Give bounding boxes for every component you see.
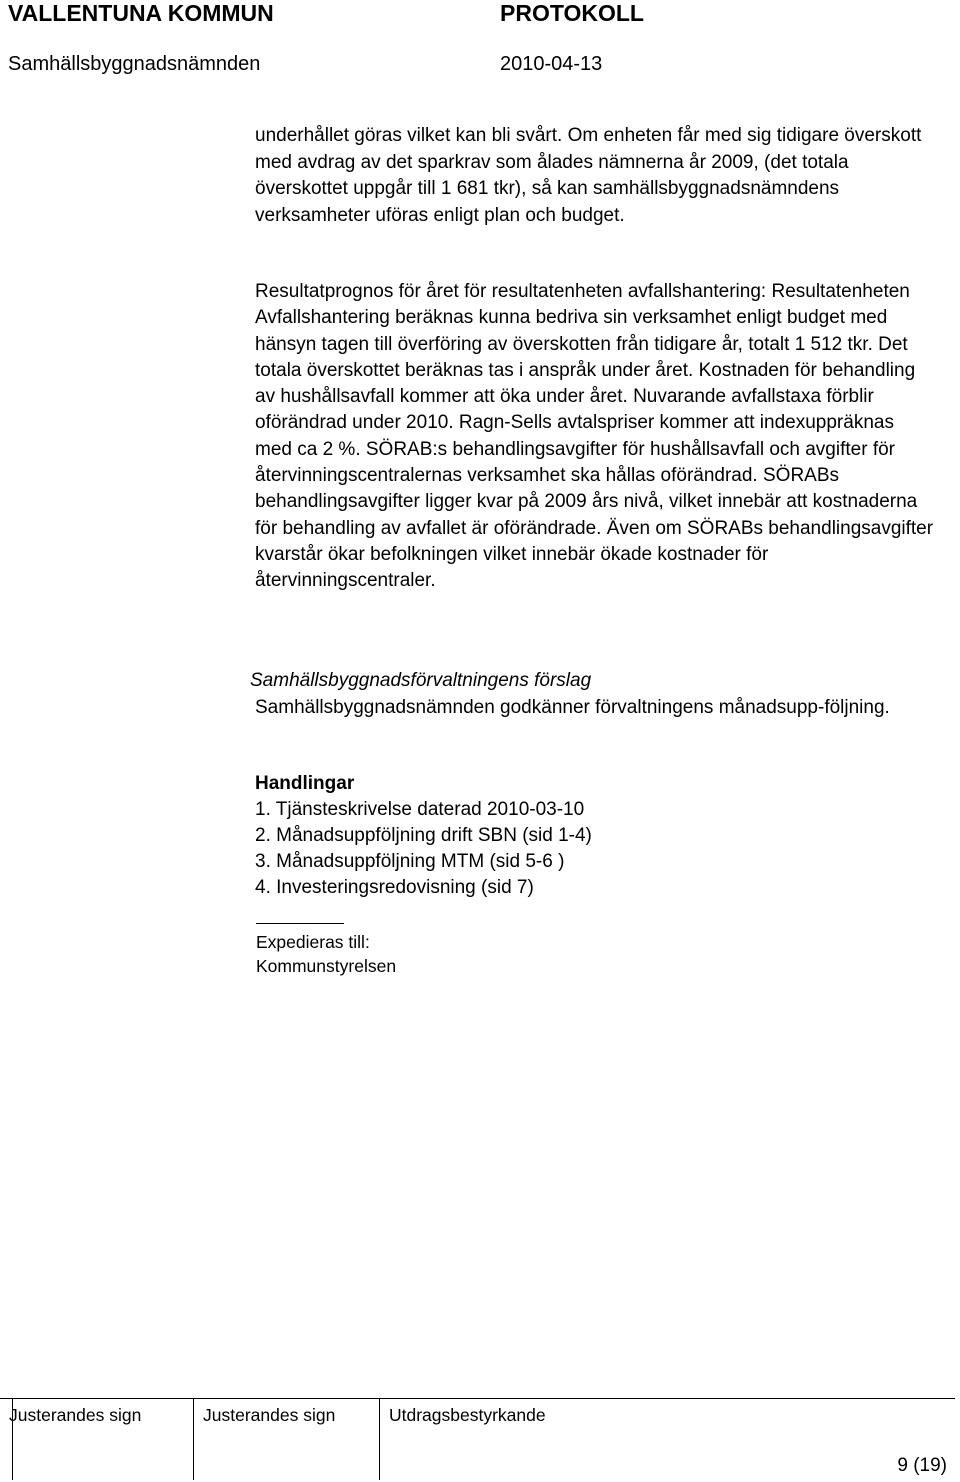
org-name: VALLENTUNA KOMMUN (8, 0, 274, 26)
handlingar-list (255, 797, 592, 901)
proposal-text: Samhällsbyggnadsnämnden godkänner förvaltningens månadsupp-följning. (255, 696, 890, 718)
list-item: 3. Månadsuppföljning MTM (sid 5-6 ) (255, 851, 565, 872)
list-item: 4. Investeringsredovisning (sid 7) (255, 877, 534, 898)
list-item: 1. Tjänsteskrivelse daterad 2010-03-10 (255, 799, 585, 820)
sign-label-1: Justerandes sign (9, 1405, 142, 1425)
separator-line (256, 923, 344, 924)
committee-name: Samhällsbyggnadsnämnden (8, 53, 261, 75)
handlingar-heading: Handlingar (255, 773, 355, 794)
expedieras-recipient: Kommunstyrelsen (256, 956, 397, 976)
expedieras-label: Expedieras till: (256, 932, 370, 952)
signature-footer (0, 1398, 955, 1481)
sign-cell-2 (193, 1399, 379, 1480)
paragraph-budget: underhållet göras vilket kan bli svårt. Om enheten får med sig tidigare överskott med avdrag av det sparkrav som ålades nämnerna år 2009, (det totala överskottet uppgår till 1 681 tkr), så kan samhällsbyggnadsnämndens verksamheter uföras enligt plan och budget. (255, 125, 922, 226)
list-item: 2. Månadsuppföljning drift SBN (sid 1-4) (255, 825, 592, 846)
proposal-title: Samhällsbyggnadsförvaltningens förslag (250, 670, 592, 691)
sign-label-2: Justerandes sign (203, 1405, 336, 1425)
footer-divider (12, 1399, 13, 1480)
sign-label-3: Utdragsbestyrkande (389, 1405, 546, 1425)
paragraph-avfall: Resultatprognos för året för resultatenheten avfallshantering: Resultatenheten Avfallshantering beräknas kunna bedriva sin verksamhet enligt budget med hänsyn tagen till överföring av överskotten från tidigare år, totalt 1 512 tkr. Det totala överskottet beräknas tas i anspråk under året. Kostnaden för behandling av hushållsavfall kommer att öka under året. Nuvarande avfallstaxa förblir oförändrad under 2010. Ragn-Sells avtalspriser kommer att indexuppräknas med ca 2 %. SÖRAB:s behandlingsavgifter för hushållsavfall och avgifter för återvinningscentralernas verksamhet ska hållas oförändrad. SÖRABs behandlingsavgifter ligger kvar på 2009 års nivå, vilket innebär att kostnaderna för behandling av avfallet är oförändrade. Även om SÖRABs behandlingsavgifter kvarstår ökar befolkningen vilket innebär ökade kostnader för återvinningscentraler. (255, 281, 934, 592)
page-number: 9 (19) (897, 1455, 947, 1476)
handlingar-section (255, 771, 592, 901)
doc-type: PROTOKOLL (500, 0, 644, 26)
expedieras-block (256, 930, 396, 978)
sign-cell-1 (0, 1399, 193, 1480)
meeting-date: 2010-04-13 (500, 53, 603, 75)
proposal-section (250, 668, 940, 721)
sign-cell-3 (379, 1399, 955, 1480)
